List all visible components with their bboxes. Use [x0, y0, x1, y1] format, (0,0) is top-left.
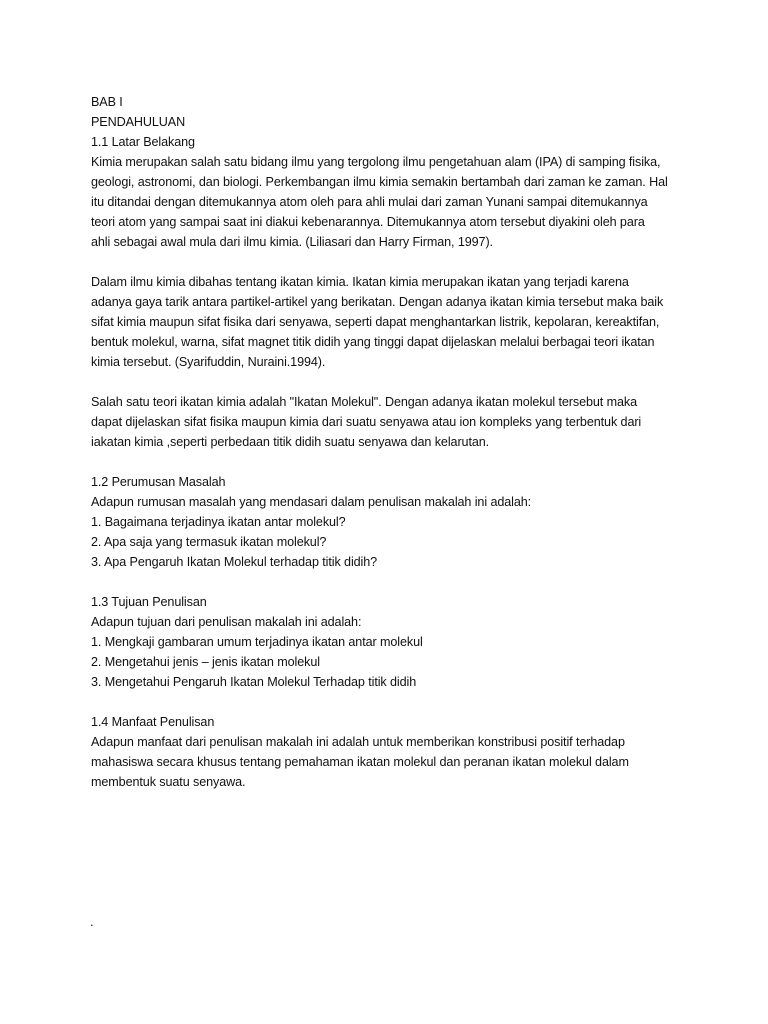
list-item: 1. Bagaimana terjadinya ikatan antar molekul?: [91, 515, 346, 529]
paragraph-line: Adapun manfaat dari penulisan makalah ini adalah untuk memberikan konstribusi positif terhadap: [91, 735, 625, 749]
section-spacer: [91, 572, 691, 592]
paragraph-line: sifat kimia maupun sifat fisika dari senyawa, seperti dapat menghantarkan listrik, kepolaran, kereaktifan,: [91, 315, 660, 329]
list-item: 3. Apa Pengaruh Ikatan Molekul terhadap titik didih?: [91, 555, 378, 569]
paragraph-line: geologi, astronomi, dan biologi. Perkembangan ilmu kimia semakin bertambah dari zaman ke zaman. Hal: [91, 175, 668, 189]
paragraph-latar-belakang-2: [91, 272, 691, 372]
list-intro: Adapun rumusan masalah yang mendasari dalam penulisan makalah ini adalah:: [91, 495, 532, 509]
section-heading-perumusan-masalah: 1.2 Perumusan Masalah: [91, 475, 226, 489]
chapter-title: PENDAHULUAN: [91, 115, 186, 129]
paragraph-line: membentuk suatu senyawa.: [91, 775, 246, 789]
section-heading-manfaat-penulisan: 1.4 Manfaat Penulisan: [91, 715, 215, 729]
list-item: 2. Apa saja yang termasuk ikatan molekul?: [91, 535, 327, 549]
paragraph-line: bentuk molekul, warna, sifat magnet titik didih yang tinggi dapat dijelaskan melalui berbagai teori ikatan: [91, 335, 655, 349]
paragraph-line: Salah satu teori ikatan kimia adalah "Ikatan Molekul". Dengan adanya ikatan molekul tersebut maka: [91, 395, 637, 409]
paragraph-latar-belakang-1: [91, 152, 691, 252]
paragraph-spacer: [91, 372, 691, 392]
paragraph-line: itu ditandai dengan ditemukannya atom oleh para ahli mulai dari zaman Yunani sampai ditemukannya: [91, 195, 648, 209]
document-body: [91, 92, 691, 792]
paragraph-line: mahasiswa secara khusus tentang pemahaman ikatan molekul dan peranan ikatan molekul dalam: [91, 755, 629, 769]
paragraph-line: iakatan kimia ,seperti perbedaan titik didih suatu senyawa dan kelarutan.: [91, 435, 490, 449]
list-item: 3. Mengetahui Pengaruh Ikatan Molekul Terhadap titik didih: [91, 675, 417, 689]
paragraph-line: teori atom yang sampai saat ini diakui kebenarannya. Ditemukannya atom tersebut diyakini oleh para: [91, 215, 645, 229]
paragraph-spacer: [91, 252, 691, 272]
trailing-mark: .: [90, 915, 94, 929]
list-intro: Adapun tujuan dari penulisan makalah ini adalah:: [91, 615, 362, 629]
section-spacer: [91, 692, 691, 712]
paragraph-line: Dalam ilmu kimia dibahas tentang ikatan kimia. Ikatan kimia merupakan ikatan yang terjadi karena: [91, 275, 629, 289]
paragraph-latar-belakang-3: [91, 392, 691, 452]
section-heading-latar-belakang: 1.1 Latar Belakang: [91, 135, 195, 149]
paragraph-line: ahli sebagai awal mula dari ilmu kimia. (Liliasari dan Harry Firman, 1997).: [91, 235, 493, 249]
list-item: 2. Mengetahui jenis – jenis ikatan molekul: [91, 655, 320, 669]
paragraph-line: dapat dijelaskan sifat fisika maupun kimia dari suatu senyawa atau ion kompleks yang terbentuk dari: [91, 415, 642, 429]
paragraph-line: Kimia merupakan salah satu bidang ilmu yang tergolong ilmu pengetahuan alam (IPA) di samping fisika,: [91, 155, 661, 169]
section-spacer: [91, 452, 691, 472]
list-item: 1. Mengkaji gambaran umum terjadinya ikatan antar molekul: [91, 635, 423, 649]
section-heading-tujuan-penulisan: 1.3 Tujuan Penulisan: [91, 595, 207, 609]
paragraph-line: adanya gaya tarik antara partikel-artikel yang berikatan. Dengan adanya ikatan kimia tersebut maka baik: [91, 295, 664, 309]
bab-label: BAB I: [91, 95, 123, 109]
paragraph-line: kimia tersebut. (Syarifuddin, Nuraini.1994).: [91, 355, 326, 369]
